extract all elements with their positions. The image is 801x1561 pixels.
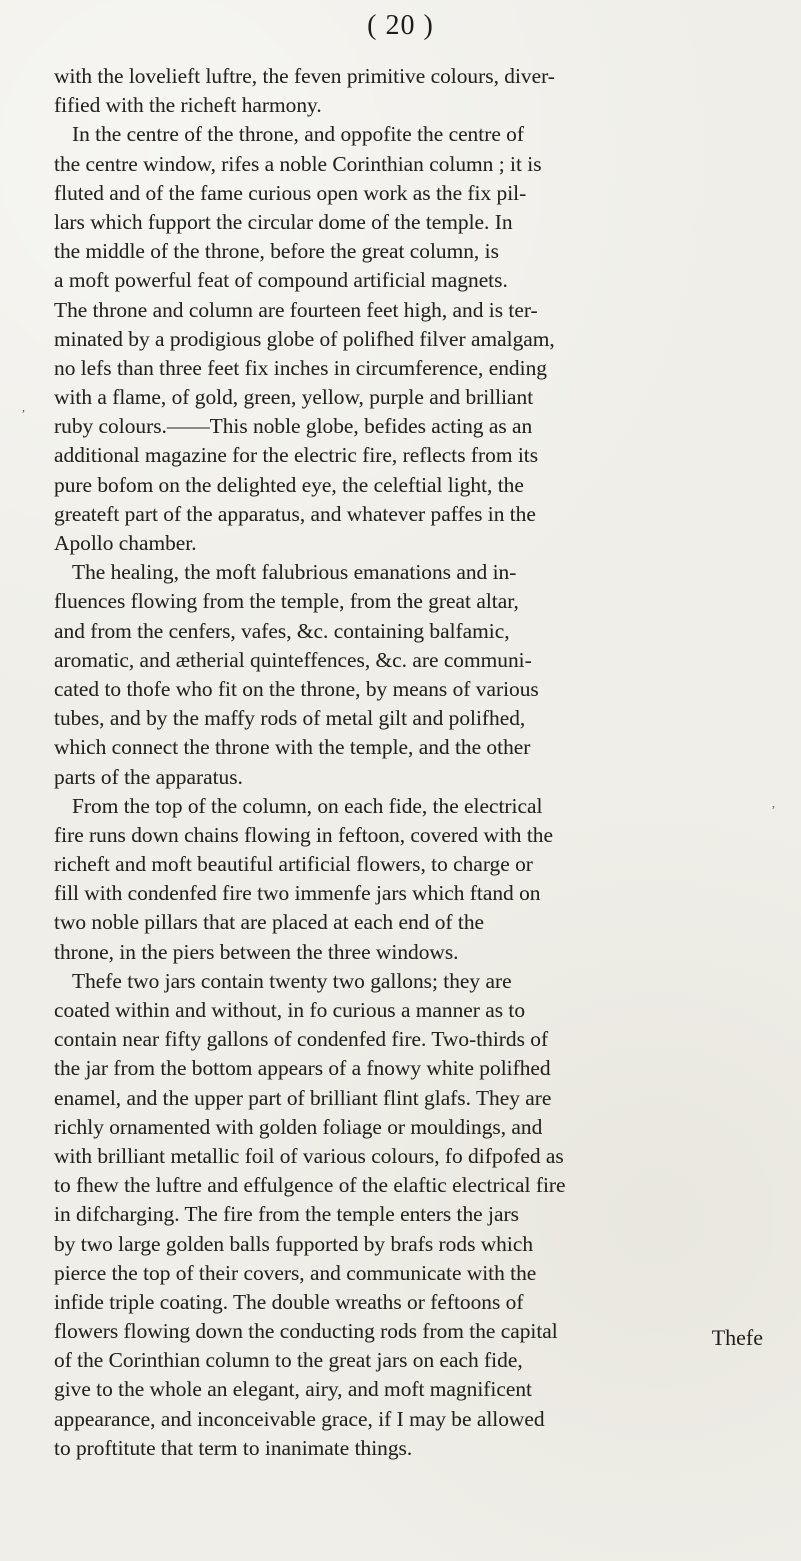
page-number-header: ( 20 ) bbox=[367, 10, 434, 41]
text-line: which connect the throne with the temple, and the other bbox=[54, 735, 531, 760]
text-line: ruby colours.——This noble globe, befides acting as an bbox=[54, 414, 533, 439]
text-line: richeft and moft beautiful artificial flowers, to charge or bbox=[54, 852, 533, 877]
text-line: with the lovelieft luftre, the feven primitive colours, diver- bbox=[54, 64, 555, 88]
text-line: From the top of the column, on each fide, the electrical bbox=[72, 793, 543, 818]
text-line: no lefs than three feet fix inches in circumference, ending bbox=[54, 355, 547, 380]
text-line: by two large golden balls fupported by brafs rods which bbox=[54, 1231, 534, 1256]
text-line: lars which fupport the circular dome of the temple. In bbox=[54, 209, 513, 234]
text-line: a moft powerful feat of compound artificial magnets. bbox=[54, 268, 508, 293]
text-line: coated within and without, in fo curious a manner as to bbox=[54, 998, 526, 1022]
text-line: minated by a prodigious globe of polifhed filver amalgam, bbox=[54, 326, 555, 351]
text-line: two noble pillars that are placed at each end of the bbox=[54, 910, 485, 935]
text-line: enamel, and the upper part of brilliant flint glafs. They are bbox=[54, 1085, 552, 1110]
text-line: cated to thofe who fit on the throne, by means of various bbox=[54, 676, 539, 701]
text-line: fluted and of the fame curious open work as the fix pil- bbox=[54, 180, 527, 205]
text-line: Thefe two jars contain twenty two gallons; they are bbox=[72, 968, 512, 993]
text-line: with a flame, of gold, green, yellow, purple and brilliant bbox=[54, 385, 534, 410]
text-line: of the Corinthian column to the great jars on each fide, bbox=[54, 1348, 523, 1373]
body-text bbox=[54, 62, 754, 1463]
text-line: tubes, and by the maffy rods of metal gilt and polifhed, bbox=[54, 706, 526, 731]
text-line: and from the cenfers, vafes, &c. containing balfamic, bbox=[54, 618, 510, 643]
catchword: Thefe bbox=[711, 1325, 763, 1350]
text-line: pure bofom on the delighted eye, the celeftial light, the bbox=[54, 472, 524, 497]
text-line: to proftitute that term to inanimate things. bbox=[54, 1435, 413, 1460]
text-line: in difcharging. The fire from the temple enters the jars bbox=[54, 1202, 519, 1227]
text-line: pierce the top of their covers, and communicate with the bbox=[54, 1260, 537, 1285]
margin-mark: , bbox=[22, 400, 25, 414]
text-line: the middle of the throne, before the great column, is bbox=[54, 239, 499, 264]
text-line: give to the whole an elegant, airy, and moft magnificent bbox=[54, 1377, 532, 1402]
text-line: infide triple coating. The double wreaths or feftoons of bbox=[54, 1289, 524, 1314]
text-line: throne, in the piers between the three windows. bbox=[54, 939, 459, 964]
text-line: the centre window, rifes a noble Corinthian column ; it is bbox=[54, 151, 542, 176]
text-line: greateft part of the apparatus, and whatever paffes in the bbox=[54, 501, 536, 526]
text-line: additional magazine for the electric fire, reflects from its bbox=[54, 443, 539, 468]
text-line: fill with condenfed fire two immenfe jars which ftand on bbox=[54, 881, 541, 906]
text-line: fire runs down chains flowing in feftoon, covered with the bbox=[54, 822, 553, 847]
text-line: In the centre of the throne, and oppofite the centre of bbox=[72, 122, 524, 147]
text-line: to fhew the luftre and effulgence of the elaftic electrical fire bbox=[54, 1173, 566, 1198]
text-line: fluences flowing from the temple, from the great altar, bbox=[54, 589, 519, 614]
text-line: aromatic, and ætherial quinteffences, &c. are communi- bbox=[54, 647, 532, 672]
text-line: The throne and column are fourteen feet high, and is ter- bbox=[54, 297, 538, 322]
text-line: parts of the apparatus. bbox=[54, 764, 243, 789]
margin-mark: , bbox=[772, 796, 775, 810]
text-line: richly ornamented with golden foliage or mouldings, and bbox=[54, 1114, 543, 1139]
text-line: the jar from the bottom appears of a fnowy white polifhed bbox=[54, 1056, 551, 1081]
text-line: appearance, and inconceivable grace, if I may be allowed bbox=[54, 1406, 545, 1431]
text-line: The healing, the moft falubrious emanations and in- bbox=[72, 560, 517, 585]
text-line: Apollo chamber. bbox=[54, 531, 197, 555]
text-line: flowers flowing down the conducting rods from the capital bbox=[54, 1319, 558, 1344]
text-line: contain near fifty gallons of condenfed fire. Two-thirds of bbox=[54, 1027, 549, 1052]
text-line: with brilliant metallic foil of various colours, fo difpofed as bbox=[54, 1143, 564, 1168]
text-line: fified with the richeft harmony. bbox=[54, 93, 322, 118]
